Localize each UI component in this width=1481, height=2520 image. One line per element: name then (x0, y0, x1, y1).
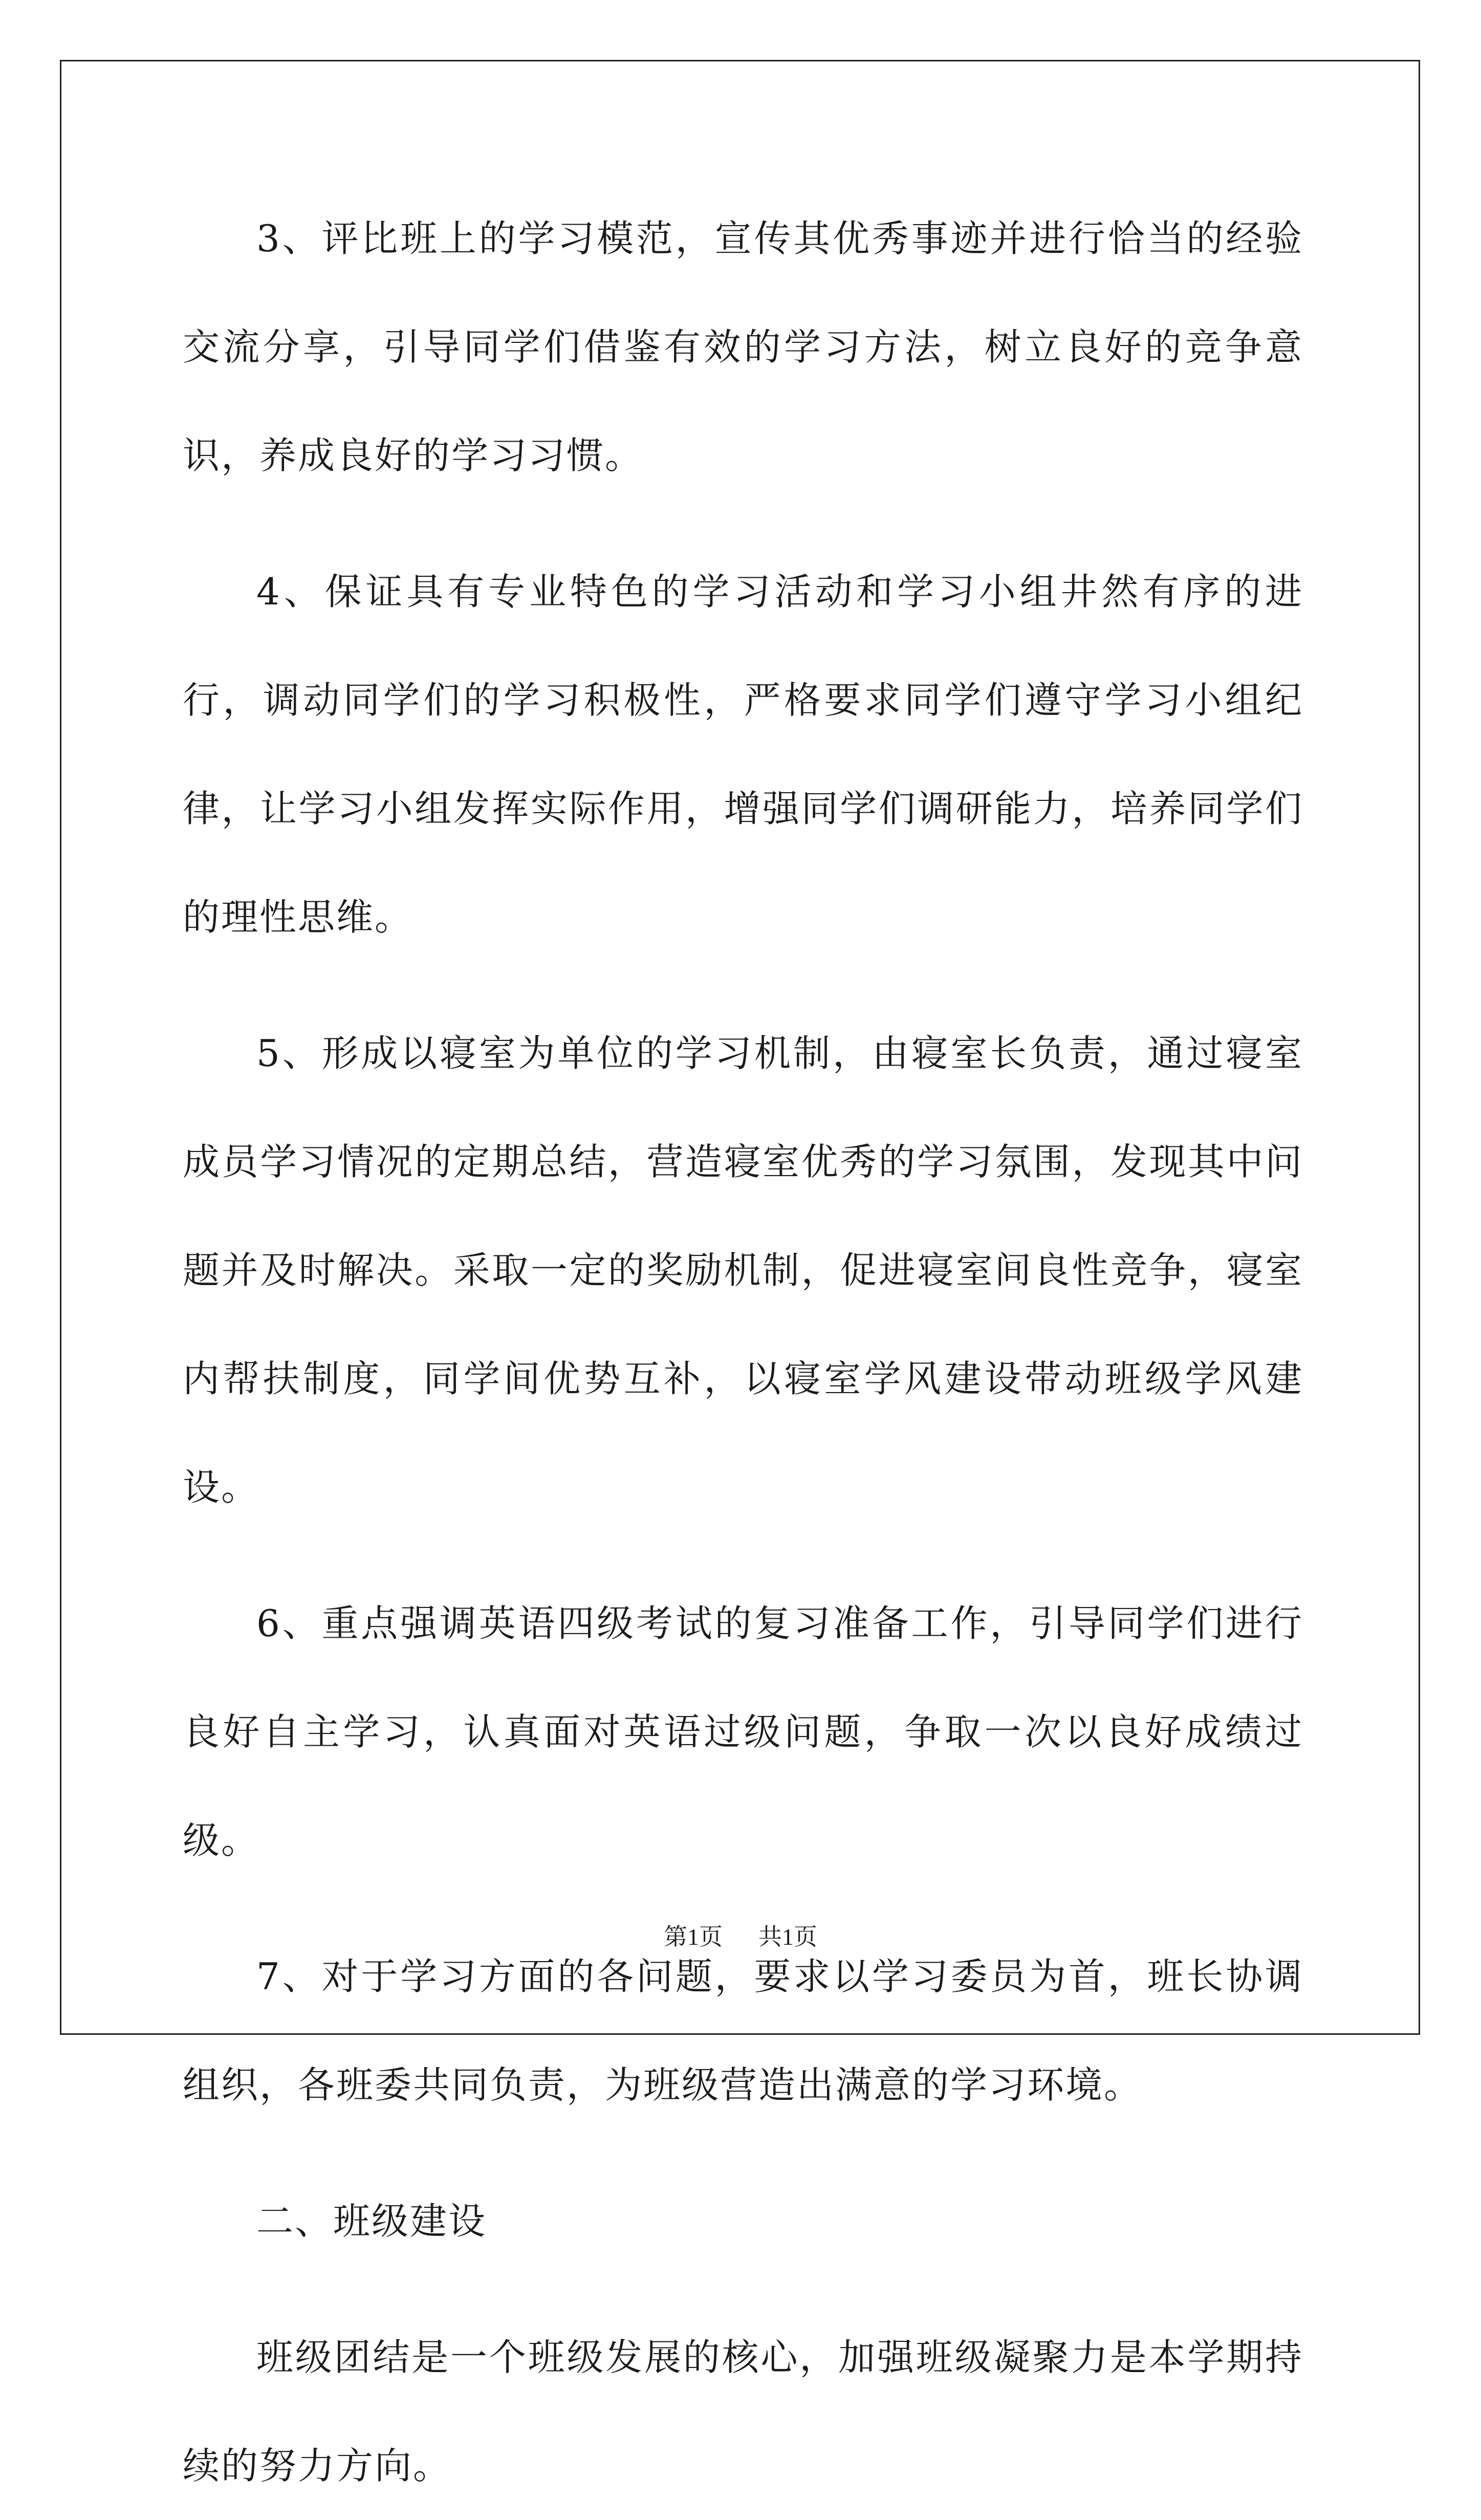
paragraph-item-5: 5、形成以寝室为单位的学习机制，由寝室长负责，通过寝室成员学习情况的定期总结，营造寝室优秀的学习氛围，发现其中问题并及时解决。采取一定的奖励机制，促进寝室间良性竞争，寝室内帮扶制度，同学间优势互补，以寝室学风建设带动班级学风建设。 (183, 1032, 1303, 1509)
paragraph-item-3: 3、评比班上的学习模范，宣传其优秀事迹并进行恰当的经验交流分享，引导同学们借鉴有效的学习方法，树立良好的竞争意识，养成良好的学习习惯。 (183, 217, 1303, 477)
section-heading-class-building: 二、班级建设 (256, 2200, 487, 2243)
paragraph-item-7: 7、对于学习方面的各问题，要求以学习委员为首，班长协调组织，各班委共同负责，为班级营造出满意的学习环境。 (183, 1955, 1303, 2106)
page-number-total: 共1页 (758, 1924, 817, 1950)
page-footer (0, 1922, 1481, 1952)
document-body (183, 184, 1303, 2520)
paragraph-class-unity: 班级团结是一个班级发展的核心，加强班级凝聚力是本学期持续的努力方向。 (183, 2336, 1303, 2487)
paragraph-item-6: 6、重点强调英语四级考试的复习准备工作，引导同学们进行良好自主学习，认真面对英语过级问题，争取一次以良好成绩过级。 (183, 1602, 1303, 1862)
paragraph-item-4: 4、保证具有专业特色的学习活动和学习小组井然有序的进行，调动同学们的学习积极性，严格要求同学们遵守学习小组纪律，让学习小组发挥实际作用，增强同学们调研能力，培养同学们的理性思维。 (183, 570, 1303, 939)
page-number-current: 第1页 (664, 1924, 723, 1950)
